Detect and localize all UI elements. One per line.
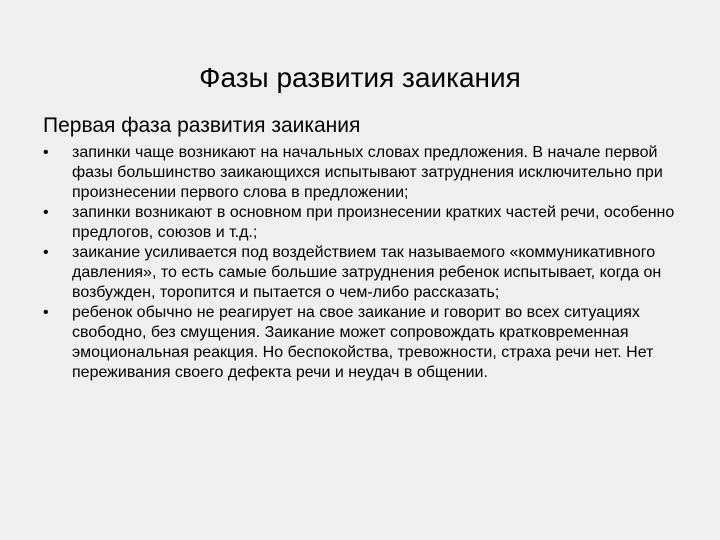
bullet-icon: • [43,144,49,161]
bullet-text: ребенок обычно не реагирует на свое заикание и говорит во всех ситуациях свободно, без смущения. Заикание может сопровождать кратковременная эмоциональная реакция. Но беспокойства, тревожности, страха речи нет. Нет переживания своего дефекта речи и неудач в общении. [72,304,654,381]
bullet-text: запинки чаще возникают на начальных словах предложения. В начале первой фазы большинство заикающихся испытывают затруднения исключительно при произнесении первого слова в предложении; [72,144,663,201]
bullet-icon: • [43,204,49,221]
bullet-item [43,203,693,243]
bullet-list [43,143,693,383]
section-subtitle: Первая фаза развития заикания [43,114,361,137]
bullet-text: заикание усиливается под воздействием так называемого «коммуникативного давления», то есть самые большие затруднения ребенок испытывает, когда он возбужден, торопится и пытается о чем-либо рассказать; [72,244,662,301]
bullet-icon: • [43,244,49,261]
bullet-text: запинки возникают в основном при произнесении кратких частей речи, особенно предлогов, союзов и т.д.; [72,204,675,241]
bullet-item [43,143,693,203]
bullet-item [43,243,693,303]
slide-title: Фазы развития заикания [199,62,521,93]
bullet-icon: • [43,304,49,321]
bullet-item [43,303,693,383]
